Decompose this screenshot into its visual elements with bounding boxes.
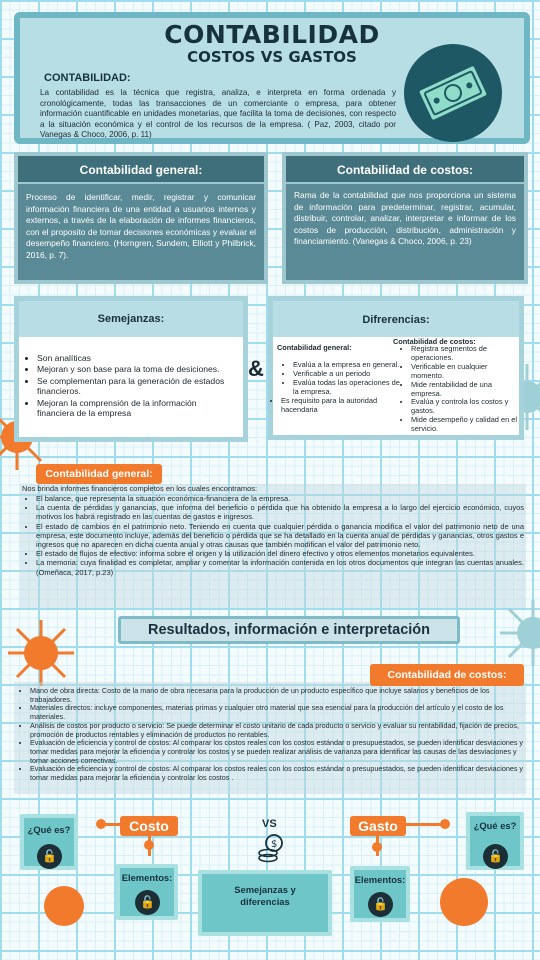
list-item: • Materiales directos: incluye componentes, materias primas y cualquier otro material que sea esencial para la producción del artículo y el costo de los materiales.	[30, 704, 524, 721]
virus-decoration-icon	[42, 884, 86, 928]
list-item: • El estado de cambios en el patrimonio neto. Teniendo en cuenta que cualquier pérdida o ganancia modifica el valor del patrimonio neto de una empresa, este documento incluye, además del beneficio o pérdida que se ha detallado en la cuenta anual de pérdidas y ganancias, otros gastos e ingresos que no aparecen en dicha cuenta anual y otras causas que también modifican el valor del patrimonio neto.	[36, 522, 524, 550]
list-item: • Análisis de costos por producto o servicio: Se puede determinar el costo unitario de cada producto o servicio y evaluar su rentabilidad, fijación de precios, promoción de productos rentables y eliminación de productos no rentables.	[30, 722, 524, 739]
cost-section-list	[30, 687, 524, 783]
list-item: • Son analíticas	[37, 353, 233, 363]
list-item: • Mejoran la comprensión de la información financiera de la empresa	[37, 398, 233, 419]
connector-dot	[96, 819, 106, 829]
results-title: Resultados, información e interpretación	[118, 616, 460, 644]
connector-dot	[372, 842, 382, 852]
header-panel	[14, 12, 530, 144]
cost-accounting-title: Contabilidad de costos:	[286, 156, 524, 184]
list-item: • Verificable en cualquier momento.	[411, 363, 519, 381]
general-section-intro: Nos brinda informes financieros completos en los cuales encontramos:	[22, 484, 258, 493]
list-item: • El estado de flujos de efectivo: informa sobre el origen y la utilización del dinero efectivo y otros elementos monetarios equivalentes.	[36, 549, 524, 558]
list-item: • Evaluación de eficiencia y control de costos: Al comparar los costos reales con los costos estándar o presupuestados, se pueden identificar desviaciones y tomar medidas para mejorar la eficiencia y controlar los costos y se pueden realizar análisis de varianza para identificar las causas de las desviaciones y tomar acciones correctivas.	[30, 739, 524, 765]
differences-card	[268, 296, 524, 440]
general-accounting-title: Contabilidad general:	[18, 156, 264, 184]
cost-accounting-text: Rama de la contabilidad que nos proporciona un sistema de información para predeterminar, registrar, acumular, distribuir, controlar, analizar, interpretar e informar de los costos de producción, distribución, administración y financiamiento. (Vanegas & Choco, 2006, p. 23)	[294, 190, 516, 247]
list-item: • Mide rentabilidad de una empresa.	[411, 381, 519, 399]
definition-text: La contabilidad es la técnica que registra, analiza, e interpreta en forma ordenada y cronológicamente, todas las transacciones de un comerciante o empresa, para obtener información cuantificable en unidades monetarias, que facilita la toma de decisiones, con respecto a la situación económica y el control de los recursos de la empresa. ( Paz, 2003, citado por Vanegas & Choco, 2006, p. 11)	[40, 88, 396, 139]
list-item: • Mide desempeño y calidad en el servicio.	[411, 416, 519, 434]
left-elements-card[interactable]	[116, 864, 178, 920]
list-item: • Evaluación de eficiencia y control de costos: Al comparar los costos reales con los costos estándar o presupuestados, se pueden identificar desviaciones y tomar medidas para mejorar la eficiencia y controlar los costos .	[30, 765, 524, 782]
similarities-differences-label: Semejanzas y diferencias	[234, 884, 296, 907]
right-what-is-card[interactable]	[466, 812, 524, 870]
right-elements-label: Elementos:	[354, 874, 406, 885]
coins-icon	[256, 832, 286, 869]
lock-icon[interactable]: 🔓	[483, 844, 508, 869]
differences-general-list	[281, 360, 405, 414]
list-item: • La cuenta de pérdidas y ganancias, que informa del beneficio o pérdida que ha obtenido la empresa a lo largo del ejercicio económico, cuyos motivos los habrá registrado en las cuentas de gastos e ingresos.	[36, 503, 524, 521]
money-bill-icon	[404, 44, 502, 142]
lock-icon[interactable]: 🔓	[135, 890, 160, 915]
svg-text:$: $	[271, 839, 278, 850]
gasto-label: Gasto	[350, 816, 406, 836]
general-section-tag: Contabilidad general:	[36, 464, 162, 484]
differences-title: Difrerencias:	[273, 301, 519, 337]
virus-decoration-icon	[438, 876, 490, 928]
left-what-is-label: ¿Qué es?	[27, 824, 71, 835]
left-elements-label: Elementos:	[121, 872, 173, 883]
right-elements-card[interactable]	[350, 866, 410, 922]
page-subtitle: COSTOS VS GASTOS	[187, 48, 357, 66]
differences-cost-title: Contabilidad de costos:	[393, 337, 476, 346]
connector-dot	[144, 840, 154, 850]
definition-label: CONTABILIDAD:	[44, 72, 131, 84]
right-what-is-label: ¿Qué es?	[473, 820, 517, 831]
ampersand-symbol: &	[248, 356, 264, 381]
general-section-list	[36, 494, 524, 577]
cost-accounting-card	[282, 152, 528, 284]
connector-dot	[440, 819, 450, 829]
similarities-list	[37, 353, 233, 419]
lock-icon[interactable]: 🔓	[368, 892, 393, 917]
list-item: • La memoria: cuya finalidad es completar, ampliar y comentar la información contenida en los otros documentos que integran las cuentas anuales. (Omeñaca, 2017, p.23)	[36, 558, 524, 576]
list-item: • Mejoran y son base para la toma de desiciones.	[37, 364, 233, 374]
differences-general-title: Contabilidad general:	[277, 343, 352, 352]
list-item: • Mano de obra directa: Costo de la mano de obra necesaria para la producción de un producto específico que incluye salarios y beneficios de los trabajadores.	[30, 687, 524, 704]
similarities-card	[14, 296, 248, 442]
list-item: • Se complementan para la generación de estados financieros.	[37, 376, 233, 397]
general-accounting-card	[14, 152, 268, 284]
page-title: CONTABILIDAD	[164, 20, 380, 49]
differences-cost-list	[411, 345, 519, 434]
left-what-is-card[interactable]	[20, 814, 78, 870]
list-item: • El balance, que representa la situación económica-financiera de la empresa.	[36, 494, 524, 503]
virus-decoration-icon	[498, 598, 540, 668]
similarities-title: Semejanzas:	[19, 301, 243, 337]
list-item: • Evalúa y controla los costos y gastos.	[411, 398, 519, 416]
list-item: • Es requisito para la autoridad hacendaria	[281, 397, 405, 415]
list-item: • Evalúa todas las operaciones de la empresa.	[293, 379, 405, 397]
list-item: • Evalúa a la empresa en general.	[293, 361, 405, 370]
general-accounting-text: Proceso de identificar, medir, registrar y comunicar información financiera de una entidad a usuarios internos y externos, a través de la elaboración de informes financieros, con el proposito de tomar decisiones económicas y evaluar el desempeño financiero. (Horngren, Sundem, Elliott y Philbrick, 2016, p. 7).	[26, 192, 256, 260]
virus-decoration-icon	[6, 618, 76, 688]
list-item: • Verificable a un periodo	[293, 370, 405, 379]
connector-line	[406, 823, 444, 826]
list-item: • Registra segmentos de operaciones.	[411, 345, 519, 363]
vs-label: VS	[262, 818, 277, 830]
similarities-differences-card[interactable]	[198, 870, 332, 936]
cost-section-tag: Contabilidad de costos:	[370, 664, 524, 686]
lock-icon[interactable]: 🔓	[37, 844, 62, 869]
costo-label: Costo	[120, 816, 178, 836]
